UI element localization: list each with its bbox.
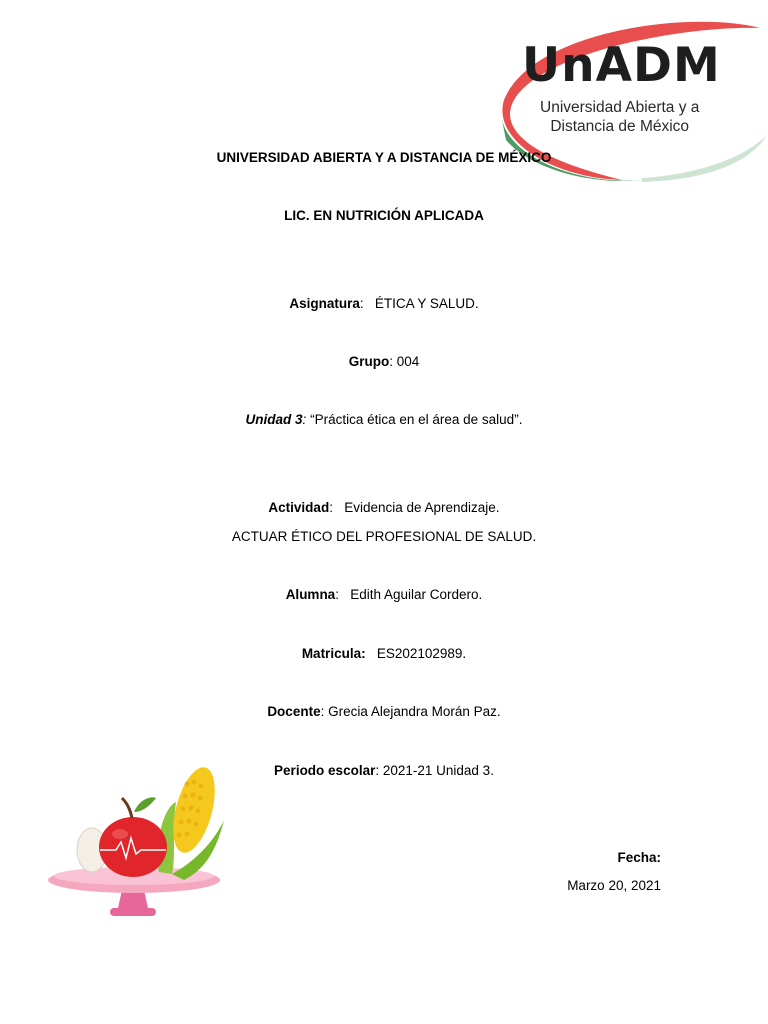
logo-subtitle (540, 98, 699, 136)
logo-title: UnADM (522, 38, 721, 93)
docente-value: Grecia Alejandra Morán Paz. (328, 704, 501, 719)
docente-label: Docente (267, 704, 321, 719)
asignatura-label: Asignatura (289, 296, 360, 311)
asignatura-line: Asignatura: ÉTICA Y SALUD. (289, 296, 479, 311)
alumna-line: Alumna: Edith Aguilar Cordero. (285, 587, 483, 602)
logo-subtitle-line2: Distancia de México (550, 118, 690, 135)
actividad-value: Evidencia de Aprendizaje. (344, 500, 500, 515)
fecha-value: Marzo 20, 2021 (567, 878, 661, 893)
periodo-value: 2021-21 Unidad 3. (382, 763, 494, 778)
unidad-line: Unidad 3: “Práctica ética en el área de salud”. (245, 412, 523, 427)
fruit-plate-illustration (44, 762, 229, 927)
alumna-value: Edith Aguilar Cordero. (350, 587, 483, 602)
matricula-line (0, 645, 768, 663)
grupo-label: Grupo (348, 354, 390, 369)
fecha-label: Fecha: (617, 850, 661, 865)
actividad-line: Actividad: Evidencia de Aprendizaje. (268, 500, 500, 515)
alumna-label: Alumna (285, 587, 336, 602)
unidad-label: Unidad 3 (245, 412, 303, 427)
actividad-label: Actividad (268, 500, 330, 515)
fruit-plate-icon (44, 762, 229, 927)
university-name: UNIVERSIDAD ABIERTA Y A DISTANCIA DE MÉXICO (216, 150, 552, 165)
grupo-value: 004 (396, 354, 420, 369)
periodo-line: Periodo escolar: 2021-21 Unidad 3. (274, 763, 494, 778)
program-name: LIC. EN NUTRICIÓN APLICADA (284, 208, 484, 223)
periodo-label: Periodo escolar (274, 763, 376, 778)
unidad-value: “Práctica ética en el área de salud”. (310, 412, 523, 427)
asignatura-value: ÉTICA Y SALUD. (374, 296, 479, 311)
docente-line: Docente: Grecia Alejandra Morán Paz. (267, 704, 501, 719)
matricula-value: ES202102989. (376, 646, 467, 661)
grupo-line: Grupo: 004 (348, 354, 420, 369)
matricula-label: Matricula: (301, 646, 366, 661)
actividad-title: ACTUAR ÉTICO DEL PROFESIONAL DE SALUD. (231, 529, 537, 544)
logo-subtitle-line1: Universidad Abierta y a (540, 99, 700, 116)
